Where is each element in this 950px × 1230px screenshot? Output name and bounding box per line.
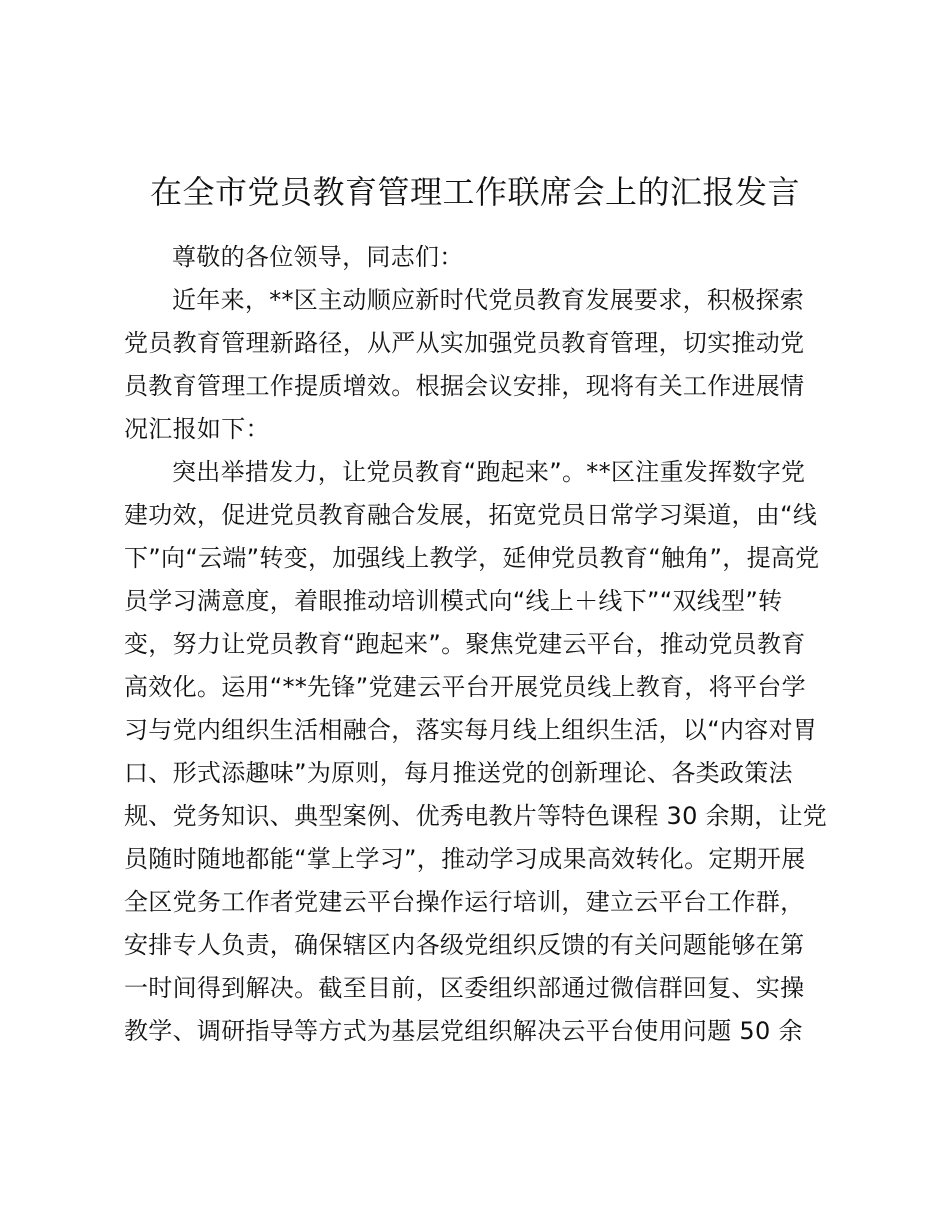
paragraph-line: 员教育管理工作提质增效。根据会议安排，现将有关工作进展情 [124,372,805,400]
salutation-line: 尊敬的各位领导，同志们： [172,243,464,271]
paragraph-line: 高效化。运用“**先锋”党建云平台开展党员线上教育，将平台学 [124,673,806,701]
paragraph-line: 建功效，促进党员教育融合发展，拓宽党员日常学习渠道，由“线 [124,501,818,529]
paragraph-line: 下”向“云端”转变，加强线上教学，延伸党员教育“触角”，提高党 [124,544,820,572]
document-body [124,236,844,1053]
paragraph-line: 教学、调研指导等方式为基层党组织解决云平台使用问题 50 余 [124,1017,803,1045]
paragraph-line: 员学习满意度，着眼推动培训模式向“线上＋线下”“双线型”转 [124,587,783,615]
paragraph-line: 变，努力让党员教育“跑起来”。聚焦党建云平台，推动党员教育 [124,630,806,658]
paragraph-line: 员随时随地都能“掌上学习”，推动学习成果高效转化。定期开展 [124,845,806,873]
paragraph-line: 习与党内组织生活相融合，落实每月线上组织生活，以“内容对胃 [124,716,818,744]
paragraph-line: 突出举措发力，让党员教育“跑起来”。**区注重发挥数字党 [172,458,806,486]
paragraph-line: 一时间得到解决。截至目前，区委组织部通过微信群回复、实操 [124,974,805,1002]
paragraph-line: 口、形式添趣味”为原则，每月推送党的创新理论、各类政策法 [124,759,793,787]
paragraph-line: 全区党务工作者党建云平台操作运行培训，建立云平台工作群， [124,888,805,916]
document-title: 在全市党员教育管理工作联席会上的汇报发言 [149,173,800,211]
paragraph-line: 况汇报如下： [124,415,270,443]
paragraph-line: 规、党务知识、典型案例、优秀电教片等特色课程 30 余期，让党 [124,802,828,830]
paragraph-line: 安排专人负责，确保辖区内各级党组织反馈的有关问题能够在第 [124,931,805,959]
paragraph-line: 近年来，**区主动顺应新时代党员教育发展要求，积极探索 [172,286,805,314]
paragraph-line: 党员教育管理新路径，从严从实加强党员教育管理，切实推动党 [124,329,805,357]
